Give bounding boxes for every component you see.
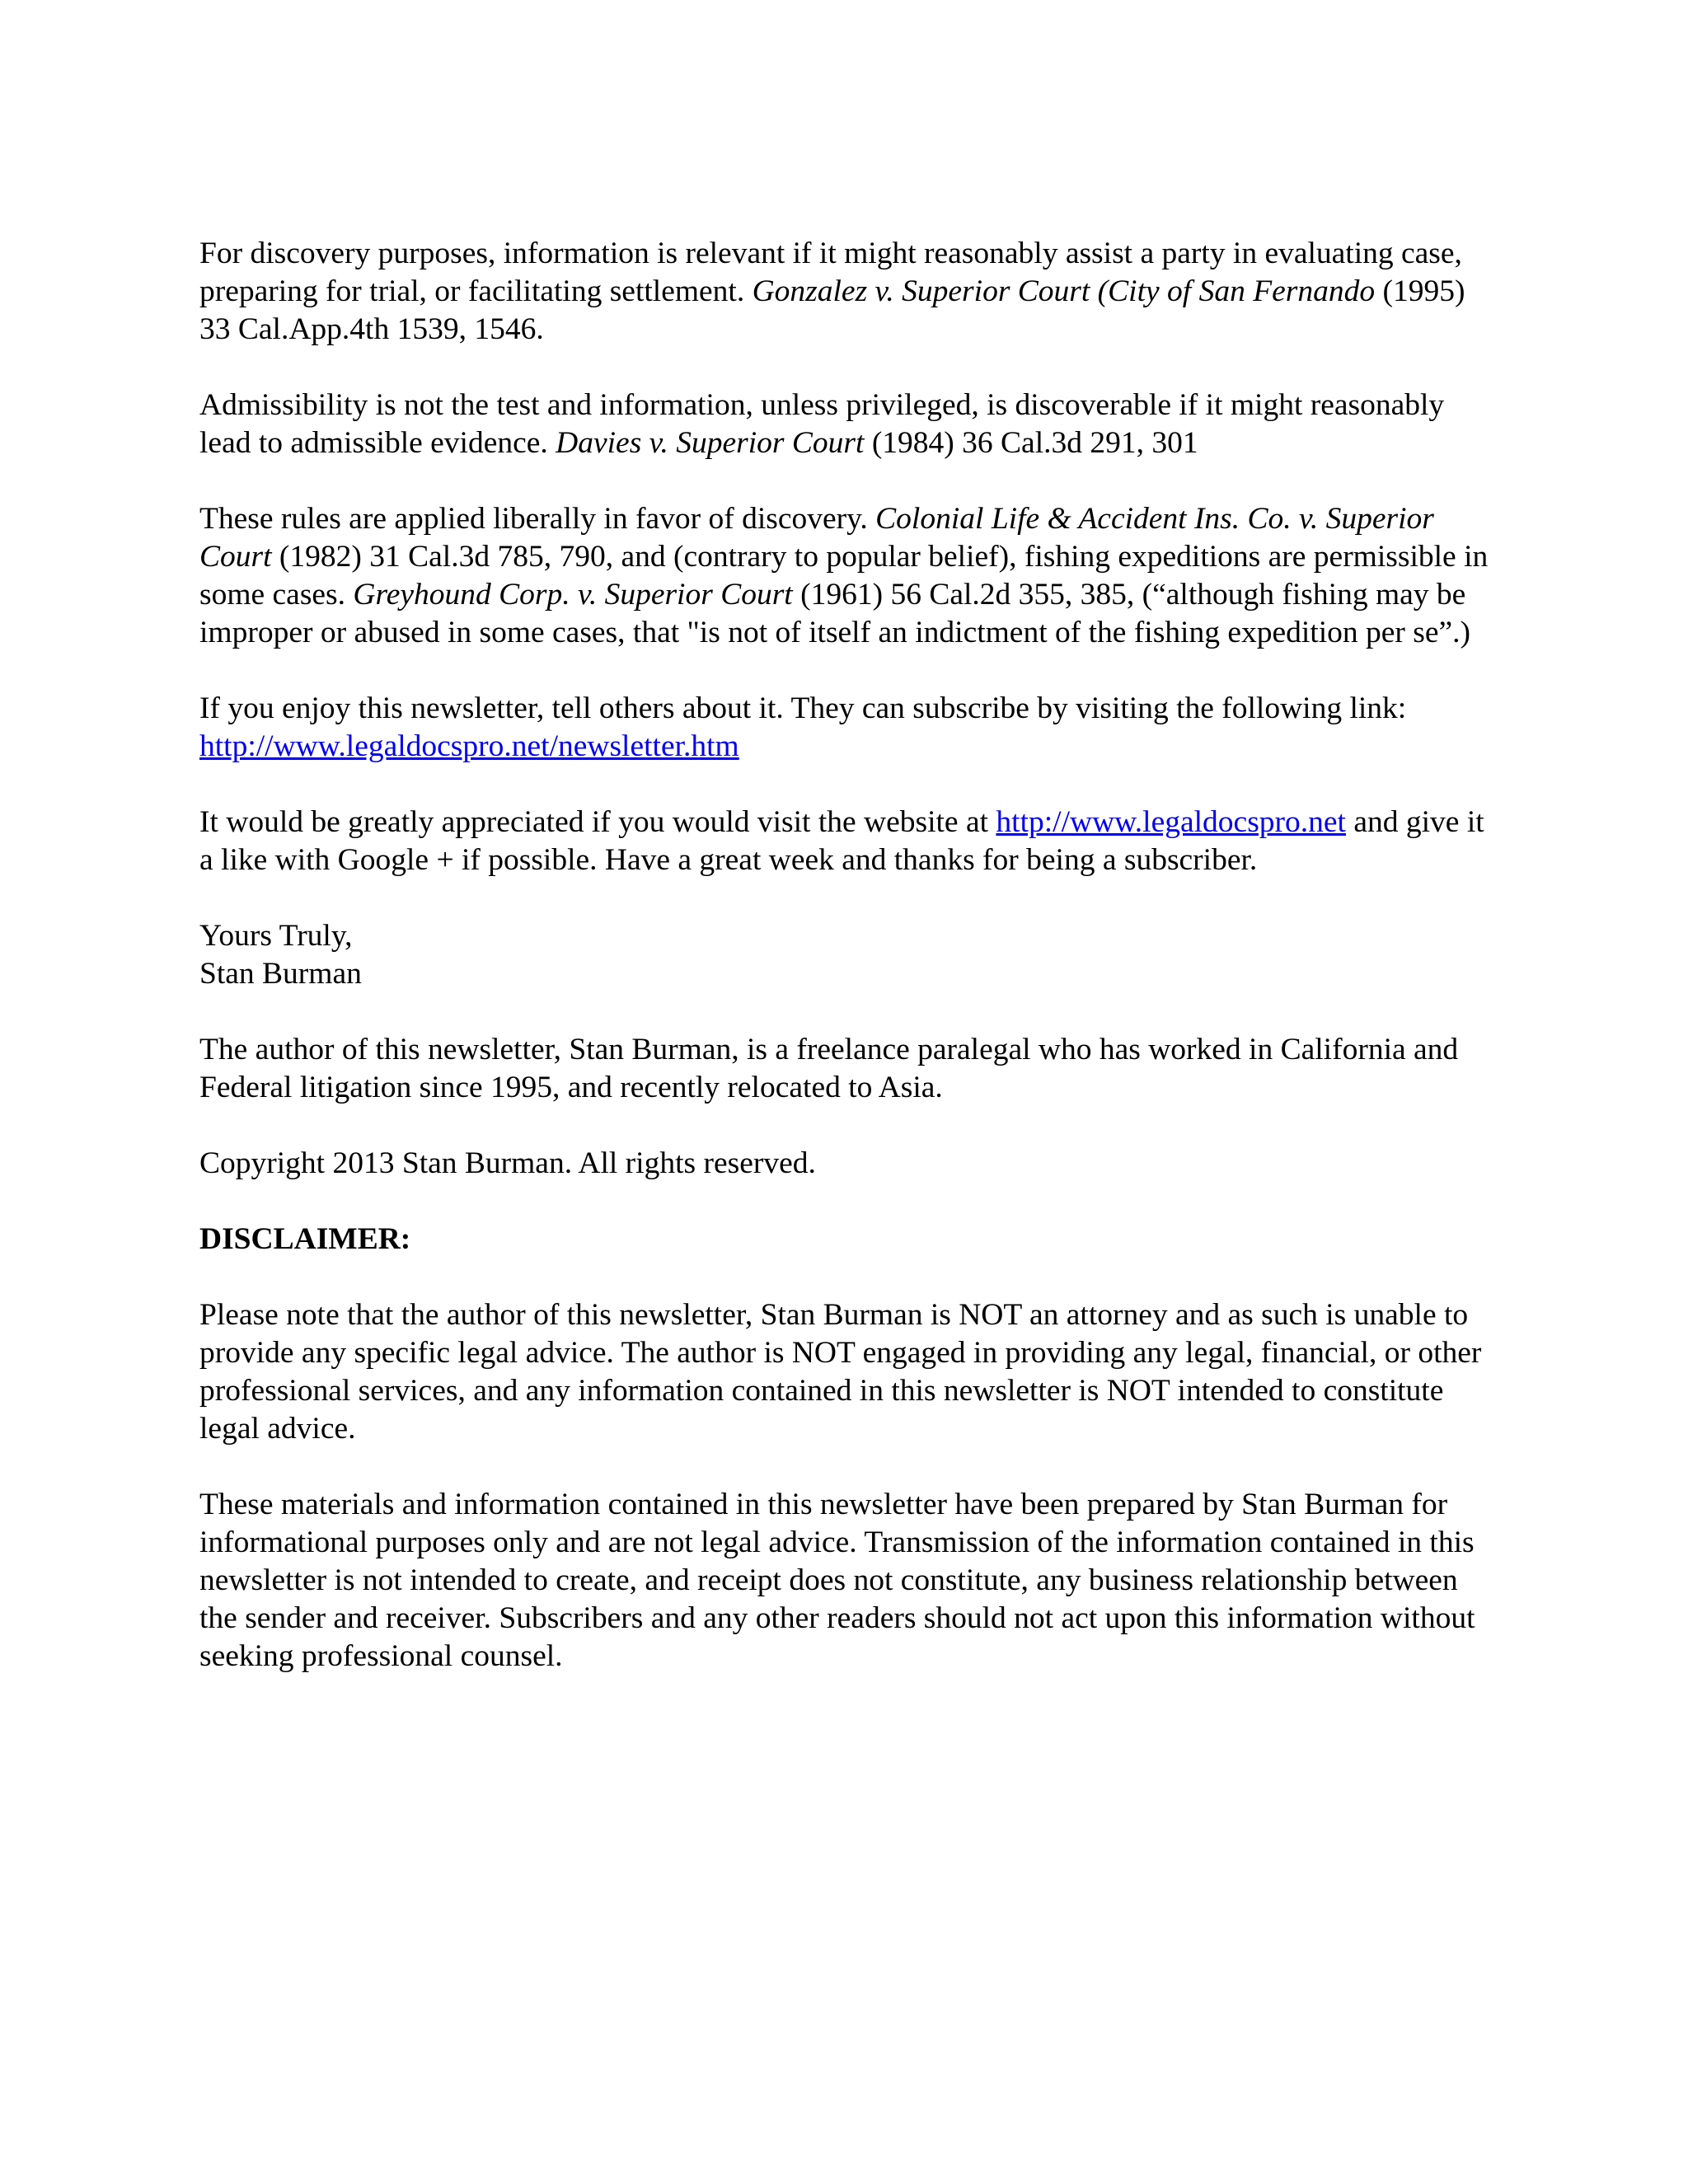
case-citation-colonial-life: Colonial Life & Accident Ins. Co. v. Superior Court <box>199 502 1434 574</box>
paragraph-text: (1961) 56 Cal.2d 355, 385, (“although fishing may be improper or abused in some cases, that "is not of itself an indictment of the fishing expedition per se”.) <box>199 578 1471 649</box>
paragraph-discovery-relevance <box>199 235 1502 349</box>
paragraph-liberal-rules <box>199 500 1502 652</box>
case-citation-gonzalez: Gonzalez v. Superior Court (City of San Fernando <box>752 274 1376 308</box>
paragraph-text: For discovery purposes, information is relevant if it might reasonably assist a party in evaluating case, preparing for trial, or facilitating settlement. <box>199 237 1462 308</box>
paragraph-text: Admissibility is not the test and information, unless privileged, is discoverable if it might reasonably lead to admissible evidence. <box>199 388 1445 460</box>
paragraph-text: (1982) 31 Cal.3d 785, 790, and (contrary to popular belief), fishing expeditions are permissible in some cases. <box>199 540 1489 612</box>
paragraph-subscribe <box>199 690 1502 766</box>
paragraph-text: (1995) 33 Cal.App.4th 1539, 1546. <box>199 274 1465 346</box>
disclaimer-paragraph-1: Please note that the author of this newsletter, Stan Burman is NOT an attorney and as such is unable to provide any specific legal advice. The author is NOT engaged in providing any legal, financial, or other professional services, and any information contained in this newsletter is NOT intended to constitute legal advice. <box>199 1298 1482 1446</box>
paragraph-text: It would be greatly appreciated if you would visit the website at <box>199 805 996 839</box>
disclaimer-heading: DISCLAIMER: <box>199 1222 411 1256</box>
signoff <box>199 917 1502 993</box>
paragraph-author-bio: The author of this newsletter, Stan Burman, is a freelance paralegal who has worked in California and Federal litigation since 1995, and recently relocated to Asia. <box>199 1033 1459 1104</box>
newsletter-body <box>199 235 1502 1675</box>
paragraph-text: and give it a like with Google + if possible. Have a great week and thanks for being a subscriber. <box>199 805 1484 877</box>
website-link[interactable]: http://www.legaldocspro.net <box>996 805 1346 839</box>
paragraph-text: If you enjoy this newsletter, tell others about it. They can subscribe by visiting the following link: <box>199 691 1407 725</box>
paragraph-text: (1984) 36 Cal.3d 291, 301 <box>864 426 1198 460</box>
closing-text: Yours Truly, <box>199 919 353 953</box>
disclaimer-paragraph-2: These materials and information contained in this newsletter have been prepared by Stan Burman for informational purposes only and are not legal advice. Transmission of the information contained in this newsletter is not intended to create, and receipt does not constitute, any business relationship between the sender and receiver. Subscribers and any other readers should not act upon this information without seeking professional counsel. <box>199 1488 1475 1673</box>
case-citation-greyhound: Greyhound Corp. v. Superior Court <box>353 578 793 612</box>
author-name: Stan Burman <box>199 957 362 991</box>
paragraph-website <box>199 804 1502 879</box>
paragraph-admissibility <box>199 387 1502 462</box>
newsletter-link[interactable]: http://www.legaldocspro.net/newsletter.htm <box>199 729 739 763</box>
case-citation-davies: Davies v. Superior Court <box>556 426 865 460</box>
copyright-notice: Copyright 2013 Stan Burman. All rights reserved. <box>199 1146 816 1180</box>
paragraph-text: These rules are applied liberally in favor of discovery. <box>199 502 876 536</box>
